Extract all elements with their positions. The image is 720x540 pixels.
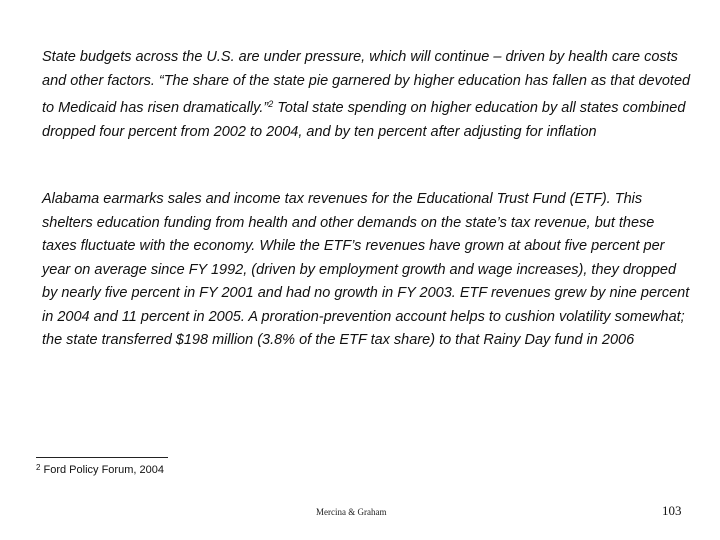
footnote-text: Ford Policy Forum, 2004	[40, 464, 164, 476]
paragraph-2-text: Alabama earmarks sales and income tax revenues for the Educational Trust Fund (ETF). This shelters education funding from health and other demands on the state’s tax revenue, but these taxes fluctuate with the economy. While the ETF’s revenues have grown at about five percent per year on average since FY 1992, (driven by employment growth and wage increases), they dropped by nearly five percent in FY 2001 and had no growth in FY 2003. ETF revenues grew by nine percent in 2004 and 11 percent in 2005. A proration-prevention account helps to cushion volatility somewhat; the state transferred $198 million (3.8% of the ETF tax share) to that Rainy Day fund in 2006	[42, 191, 690, 348]
footnote-reference: 2	[268, 99, 274, 109]
page-number: 103	[662, 503, 682, 518]
footnote-number: 2	[36, 463, 41, 472]
footer-credit: Mercina & Graham	[316, 507, 387, 517]
body-paragraph-1	[42, 46, 692, 144]
footnote	[36, 461, 164, 477]
footnote-divider	[36, 457, 168, 458]
paragraph-1-text-b: Total state spending on higher education by all states combined dropped four percent from 2002 to 2004, and by ten percent after adjusting for inflation	[42, 100, 686, 140]
body-paragraph-2	[42, 188, 692, 353]
paragraph-1-text-a: State budgets across the U.S. are under pressure, which will continue – driven by health care costs and other factors. “The share of the state pie garnered by higher education has fallen as that devoted to Medicaid has risen dramatically.”	[42, 49, 691, 116]
